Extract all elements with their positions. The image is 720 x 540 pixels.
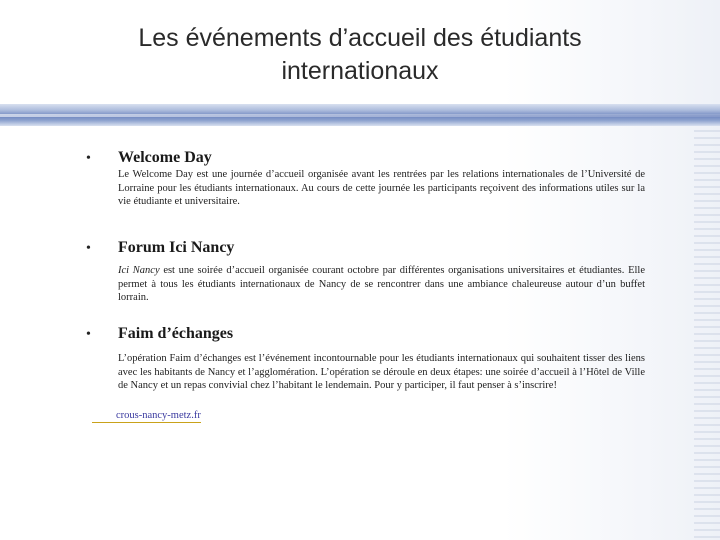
item-description: L’opération Faim d’échanges est l’événement incontournable pour les étudiants internationaux qui souhaitent tisser des liens avec les habitants de Nancy et l’agglomération. L’opération se déroule en deux étapes: une soirée d’accueil à l’Hôtel de Ville de Nancy et un repas convivial chez l’habitant le lendemain. Pour y participer, il faut penser à s’inscrire! [118, 353, 645, 391]
decorative-stripes [694, 130, 720, 540]
item-description-text: est une soirée d’accueil organisée courant octobre par différentes organisations universitaires et étudiantes. Elle permet à tous les étudiants internationaux de Nancy de se rencontrer dans une ambiance chaleureuse autour d’un buffet lorrain. [118, 265, 645, 303]
item-description [118, 264, 645, 305]
title-divider-bar [0, 104, 720, 126]
crous-website-link[interactable]: crous-nancy-metz.fr [92, 409, 201, 423]
bullet-icon: • [86, 327, 91, 342]
item-description: Le Welcome Day est une journée d’accueil organisée avant les rentrées par les relations internationales de l’Université de Lorraine pour les étudiants internationaux. Au cours de cette journée les participants reçoivent des informations utiles sur la vie étudiante et universitaire. [118, 169, 645, 207]
item-title: Welcome Day [118, 149, 212, 166]
item-title: Faim d’échanges [118, 325, 234, 342]
bullet-icon: • [86, 151, 91, 166]
bullet-icon: • [86, 241, 91, 256]
item-title: Forum Ici Nancy [118, 239, 235, 256]
slide-title: Les événements d’accueil des étudiants internationaux [138, 24, 582, 85]
item-description-emphasis: Ici Nancy [118, 265, 160, 276]
